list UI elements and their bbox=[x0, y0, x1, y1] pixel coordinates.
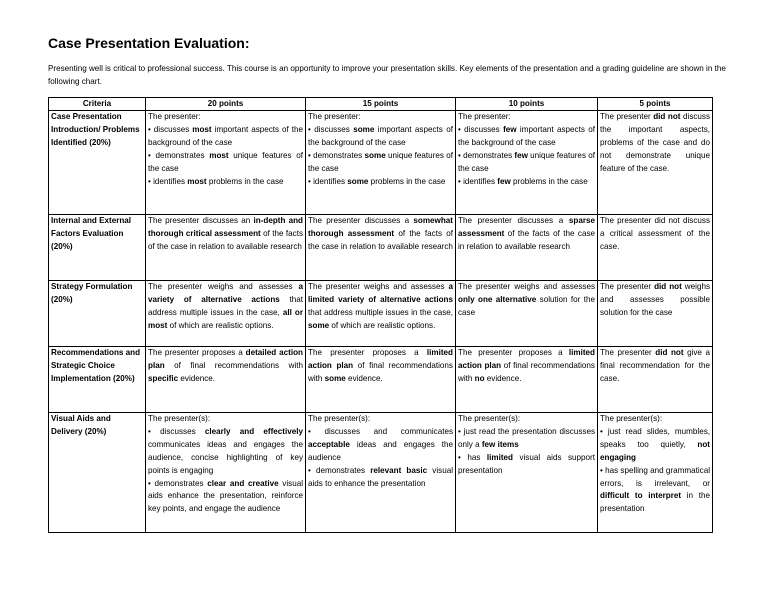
text-segment: evidence. bbox=[484, 373, 522, 383]
header-5-points: 5 points bbox=[598, 98, 713, 111]
text-segment: The presenter: bbox=[458, 112, 511, 121]
header-10-points: 10 points bbox=[456, 98, 598, 111]
cell-line bbox=[458, 215, 595, 254]
criteria-cell: Internal and External Factors Evaluation (20%) bbox=[49, 215, 146, 281]
text-segment: • identifies bbox=[148, 176, 188, 186]
text-segment: • demonstrates bbox=[148, 478, 208, 488]
rubric-cell-15-points bbox=[306, 347, 456, 413]
bold-text: some bbox=[308, 320, 330, 330]
text-segment: The presenter proposes a bbox=[148, 348, 246, 357]
rubric-cell-5-points bbox=[598, 215, 713, 281]
bold-text: in-depth and thorough critical assessment bbox=[148, 216, 303, 238]
cell-line bbox=[458, 347, 595, 386]
bold-text: a variety of alternative actions bbox=[148, 282, 303, 304]
text-segment: The presenter discusses an bbox=[148, 216, 254, 225]
bold-text: did not bbox=[655, 348, 684, 357]
rubric-cell-20-points bbox=[146, 413, 306, 533]
rubric-cell-20-points bbox=[146, 111, 306, 215]
bold-text: not engaging bbox=[600, 439, 710, 462]
text-segment: The presenter bbox=[600, 348, 656, 357]
text-segment: important aspects of the background of the case bbox=[458, 124, 595, 147]
text-segment: The presenter bbox=[600, 282, 655, 291]
text-segment: weighs and assesses possible solution for the case bbox=[600, 282, 710, 317]
bold-text: only one alternative bbox=[458, 294, 537, 304]
text-segment: The presenter: bbox=[148, 112, 201, 121]
rubric-cell-5-points bbox=[598, 111, 713, 215]
cell-line bbox=[148, 281, 303, 333]
text-segment: The presenter(s): bbox=[600, 414, 663, 423]
criteria-cell: Strategy Formulation (20%) bbox=[49, 281, 146, 347]
text-segment: • discusses bbox=[458, 124, 504, 134]
text-segment: The presenter(s): bbox=[148, 414, 211, 423]
text-segment: • just read slides, mumbles, speaks too quietly, bbox=[600, 426, 710, 449]
text-segment: • discusses bbox=[308, 124, 354, 134]
cell-line bbox=[458, 426, 595, 452]
rubric-cell-20-points bbox=[146, 215, 306, 281]
table-row bbox=[49, 111, 713, 215]
cell-line bbox=[148, 478, 303, 517]
rubric-cell-15-points bbox=[306, 413, 456, 533]
text-segment: The presenter(s): bbox=[308, 414, 371, 423]
text-segment: evidence. bbox=[345, 373, 383, 383]
cell-line bbox=[308, 111, 453, 124]
cell-line bbox=[148, 413, 303, 426]
cell-line bbox=[600, 413, 710, 426]
bold-text: some bbox=[347, 176, 369, 186]
cell-line bbox=[148, 111, 303, 124]
bold-text: some bbox=[353, 124, 375, 134]
cell-line bbox=[308, 150, 453, 176]
bold-text: no bbox=[474, 373, 485, 383]
cell-line bbox=[458, 281, 595, 320]
rubric-cell-10-points bbox=[456, 413, 598, 533]
text-segment: of which are realistic options. bbox=[329, 320, 436, 330]
text-segment: • just read the presentation discusses only a bbox=[458, 426, 595, 449]
cell-line bbox=[308, 281, 453, 333]
header-criteria: Criteria bbox=[49, 98, 146, 111]
rubric-cell-10-points bbox=[456, 347, 598, 413]
bold-text: clear and creative bbox=[207, 478, 279, 488]
table-row bbox=[49, 215, 713, 281]
bold-text: some bbox=[324, 373, 346, 383]
page-title: Case Presentation Evaluation: bbox=[48, 35, 250, 51]
cell-line bbox=[148, 150, 303, 176]
rubric-cell-15-points bbox=[306, 215, 456, 281]
text-segment: problems in the case bbox=[206, 176, 284, 186]
header-15-points: 15 points bbox=[306, 98, 456, 111]
text-segment: The presenter: bbox=[308, 112, 361, 121]
bold-text: detailed action plan bbox=[148, 348, 304, 370]
text-segment: ideas and engages the audience bbox=[308, 439, 453, 462]
table-row bbox=[49, 413, 713, 533]
text-segment: visual aids to enhance the presentation bbox=[308, 465, 454, 488]
text-segment: of the facts of the case in relation to available research bbox=[308, 228, 454, 251]
rubric-cell-10-points bbox=[456, 215, 598, 281]
text-segment: • demonstrates bbox=[308, 150, 365, 160]
text-segment: of the facts of the case in relation to available research bbox=[148, 228, 303, 251]
bold-text: most bbox=[187, 176, 207, 186]
bold-text: limited action plan bbox=[458, 348, 595, 370]
text-segment: The presenter proposes a bbox=[458, 348, 569, 357]
text-segment: unique features of the case bbox=[308, 150, 454, 173]
text-segment: in the presentation bbox=[600, 491, 710, 514]
text-segment: important aspects of the background of the case bbox=[148, 124, 303, 147]
bold-text: most bbox=[209, 150, 229, 160]
table-row bbox=[49, 347, 713, 413]
text-segment: • discusses and communicates bbox=[308, 426, 453, 436]
cell-line bbox=[458, 176, 595, 189]
text-segment: • has spelling and grammatical errors, is irrelevant, or bbox=[600, 465, 710, 488]
cell-line bbox=[600, 215, 710, 254]
criteria-cell: Recommendations and Strategic Choice Implementation (20%) bbox=[49, 347, 146, 413]
bold-text: limited bbox=[486, 452, 513, 462]
bold-text: sparse assessment bbox=[458, 216, 595, 238]
text-segment: unique features of the case bbox=[148, 150, 303, 173]
intro-paragraph: Presenting well is critical to professional success. This course is an opportunity to improve your presentation skills. Key elements of the presentation and a grading guideline are shown in the following chart. bbox=[48, 64, 726, 86]
text-segment: • discusses bbox=[148, 124, 193, 134]
cell-line bbox=[148, 124, 303, 150]
cell-line bbox=[308, 215, 453, 254]
bold-text: relevant basic bbox=[370, 465, 428, 475]
text-segment: • discusses bbox=[148, 426, 205, 436]
text-segment: The presenter did not discuss a critical assessment of the case. bbox=[600, 216, 710, 251]
text-segment: evidence. bbox=[178, 373, 216, 383]
cell-line bbox=[600, 281, 710, 320]
bold-text: somewhat thorough assessment bbox=[308, 216, 453, 238]
cell-line bbox=[148, 176, 303, 189]
text-segment: The presenter proposes a bbox=[308, 348, 427, 357]
text-segment: of final recommendations with bbox=[458, 360, 595, 383]
text-segment: solution for the case bbox=[458, 294, 596, 317]
cell-line bbox=[308, 465, 453, 491]
rubric-cell-15-points bbox=[306, 281, 456, 347]
bold-text: few bbox=[497, 176, 511, 186]
text-segment: of final recommendations with bbox=[164, 360, 303, 370]
cell-line bbox=[458, 413, 595, 426]
bold-text: specific bbox=[148, 373, 179, 383]
text-segment: problems in the case bbox=[510, 176, 588, 186]
cell-line bbox=[148, 347, 303, 386]
criteria-cell: Case Presentation Introduction/ Problems Identified (20%) bbox=[49, 111, 146, 215]
text-segment: • demonstrates bbox=[308, 465, 371, 475]
header-20-points: 20 points bbox=[146, 98, 306, 111]
table-header-row bbox=[49, 98, 713, 111]
criteria-cell: Visual Aids and Delivery (20%) bbox=[49, 413, 146, 533]
cell-line bbox=[308, 176, 453, 189]
bold-text: few bbox=[514, 150, 528, 160]
bold-text: did not bbox=[654, 282, 682, 291]
text-segment: unique features of the case bbox=[458, 150, 595, 173]
text-segment: visual aids enhance the presentation, reinforce key points, and engage the audience bbox=[148, 478, 303, 514]
cell-line bbox=[600, 111, 710, 176]
text-segment: • has bbox=[458, 452, 487, 462]
rubric-cell-5-points bbox=[598, 281, 713, 347]
text-segment: The presenter discusses a bbox=[458, 216, 569, 225]
cell-line bbox=[458, 452, 595, 478]
text-segment: The presenter weighs and assesses bbox=[308, 282, 449, 291]
text-segment: discuss the important aspects, problems of the case and do not demonstrate unique feature of the case. bbox=[600, 112, 711, 173]
text-segment: of the facts of the case in relation to available research bbox=[458, 228, 595, 251]
bold-text: all or most bbox=[148, 307, 304, 330]
cell-line bbox=[308, 426, 453, 465]
text-segment: The presenter weighs and assesses bbox=[458, 282, 595, 291]
cell-line bbox=[308, 347, 453, 386]
cell-line bbox=[600, 347, 710, 386]
table-row bbox=[49, 281, 713, 347]
rubric-cell-20-points bbox=[146, 281, 306, 347]
bold-text: some bbox=[364, 150, 386, 160]
text-segment: The presenter(s): bbox=[458, 414, 521, 423]
text-segment: that address multiple issues in the case, bbox=[308, 307, 453, 317]
cell-line bbox=[458, 150, 595, 176]
text-segment: • identifies bbox=[458, 176, 498, 186]
cell-line bbox=[600, 426, 710, 465]
text-segment: • identifies bbox=[308, 176, 348, 186]
text-segment: that address multiple issues in the case, bbox=[148, 294, 303, 317]
rubric-cell-10-points bbox=[456, 111, 598, 215]
text-segment: problems in the case bbox=[368, 176, 446, 186]
bold-text: difficult to interpret bbox=[600, 491, 682, 501]
text-segment: • demonstrates bbox=[458, 150, 515, 160]
text-segment: important aspects of the background of the case bbox=[308, 124, 453, 147]
text-segment: give a final recommendation for the case. bbox=[600, 348, 710, 383]
rubric-cell-20-points bbox=[146, 347, 306, 413]
text-segment: The presenter bbox=[600, 112, 654, 121]
text-segment: The presenter discusses a bbox=[308, 216, 414, 225]
bold-text: a limited variety of alternative actions bbox=[308, 282, 453, 304]
rubric-cell-10-points bbox=[456, 281, 598, 347]
cell-line bbox=[458, 111, 595, 124]
bold-text: clearly and effectively bbox=[204, 426, 303, 436]
text-segment: The presenter weighs and assesses bbox=[148, 282, 299, 291]
rubric-cell-5-points bbox=[598, 347, 713, 413]
cell-line bbox=[600, 465, 710, 517]
bold-text: most bbox=[192, 124, 212, 134]
rubric-cell-15-points bbox=[306, 111, 456, 215]
cell-line bbox=[458, 124, 595, 150]
bold-text: few bbox=[503, 124, 517, 134]
cell-line bbox=[308, 124, 453, 150]
text-segment: • demonstrates bbox=[148, 150, 210, 160]
rubric-cell-5-points bbox=[598, 413, 713, 533]
cell-line bbox=[148, 426, 303, 478]
cell-line bbox=[308, 413, 453, 426]
bold-text: few items bbox=[481, 439, 519, 449]
text-segment: visual aids support presentation bbox=[458, 452, 595, 475]
bold-text: limited action plan bbox=[308, 348, 453, 370]
text-segment: communicates ideas and engages the audience, concise highlighting of key points is engaging bbox=[148, 439, 303, 475]
cell-line bbox=[148, 215, 303, 254]
text-segment: of final recommendations with bbox=[308, 360, 453, 383]
bold-text: did not bbox=[653, 112, 681, 121]
text-segment: of which are realistic options. bbox=[167, 320, 274, 330]
bold-text: acceptable bbox=[308, 439, 350, 449]
rubric-table bbox=[48, 97, 713, 533]
